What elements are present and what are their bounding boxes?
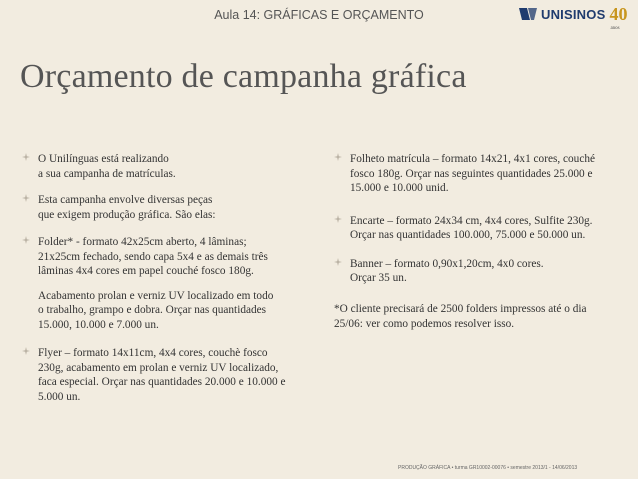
star-bullet-icon xyxy=(334,215,342,223)
unisinos-logo xyxy=(518,4,628,31)
logo-years xyxy=(609,4,628,31)
star-bullet-icon xyxy=(22,194,30,202)
star-bullet-icon xyxy=(22,347,30,355)
logo-years-number: 40 xyxy=(609,4,628,24)
unisinos-logo-icon xyxy=(518,6,538,22)
logo-text: UNISINOS xyxy=(541,6,606,22)
list-item-text: Flyer – formato 14x11cm, 4x4 cores, couchè fosco 230g, acabamento em prolan e verniz UV localizado, faca especial. Orçar nas quantidades 20.000 e 10.000 e 5.000 un. xyxy=(38,347,286,403)
list-item-text: Folder* - formato 42x25cm aberto, 4 lâminas; 21x25cm fechado, sendo capa 5x4 e as demais três lâminas 4x4 cores em papel couché fosco 180g. xyxy=(38,236,268,277)
left-column xyxy=(22,152,314,404)
client-note: *O cliente precisará de 2500 folders impressos até o dia 25/06: ver como podemos resolver isso. xyxy=(334,302,587,330)
list-item-text: Folheto matrícula – formato 14x21, 4x1 cores, couché fosco 180g. Orçar nas seguintes quantidades 25.000 e 15.000 e 10.000 unid. xyxy=(350,153,596,194)
list-item-text: O Unilínguas está realizando a sua campanha de matrículas. xyxy=(38,153,176,180)
right-column xyxy=(334,152,624,332)
list-item xyxy=(22,152,314,181)
star-bullet-icon xyxy=(22,236,30,244)
folder-paragraph: Acabamento prolan e verniz UV localizado em todo o trabalho, grampo e dobra. Orçar nas quantidades 15.000, 10.000 e 7.000 un. xyxy=(38,289,274,331)
list-item-text: Encarte – formato 24x34 cm, 4x4 cores, Sulfite 230g. Orçar nas quantidades 100.000, 75.000 e 50.000 un. xyxy=(350,214,593,241)
list-item xyxy=(22,235,314,279)
star-bullet-icon xyxy=(334,153,342,161)
star-bullet-icon xyxy=(334,258,342,266)
logo-years-sub: anos xyxy=(610,26,620,31)
list-item xyxy=(334,214,624,243)
list-item-text: Esta campanha envolve diversas peças que exigem produção gráfica. São elas: xyxy=(38,194,216,221)
lecture-title: Aula 14: GRÁFICAS E ORÇAMENTO xyxy=(214,8,424,22)
list-item xyxy=(22,193,314,222)
star-bullet-icon xyxy=(22,153,30,161)
list-item xyxy=(22,346,314,404)
list-item xyxy=(334,257,624,286)
footer: PRODUÇÃO GRÁFICA • turma GR10002-00076 • semestre 2013/1 - 14/06/2013 xyxy=(398,465,578,471)
list-item-text: Banner – formato 0,90x1,20cm, 4x0 cores. Orçar 35 un. xyxy=(350,257,544,284)
list-item xyxy=(334,152,624,196)
page-title: Orçamento de campanha gráfica xyxy=(20,58,467,95)
